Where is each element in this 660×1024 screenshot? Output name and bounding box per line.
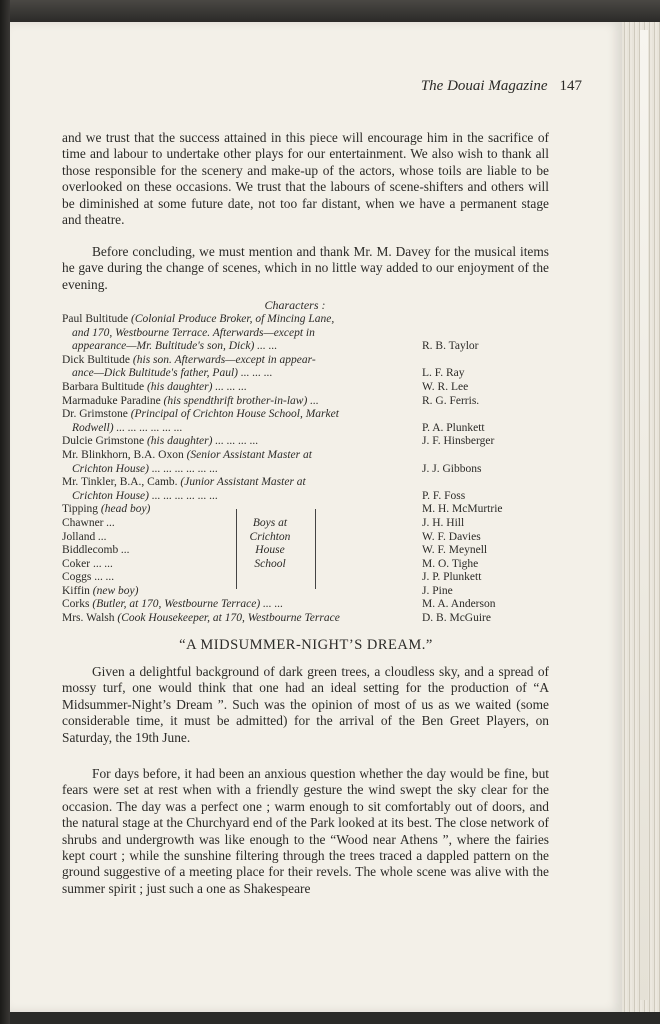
cast-role bbox=[62, 585, 138, 599]
role-name: Paul Bultitude bbox=[62, 313, 129, 325]
cast-role bbox=[72, 490, 218, 504]
cast-role bbox=[72, 367, 272, 381]
role-description: (Principal of Crichton House School, Market bbox=[130, 408, 339, 421]
role-description: (his daughter) ... ... ... bbox=[146, 380, 247, 393]
paragraph-4: For days before, it had been an anxious question whether the day would be fine, but fears were set at rest when with a friendly gesture the wind swept the sky clear for the occasion. The day was a perfect one ; warm enough to sit comfortably out of doors, and the natural stage at the Churchyard end of the Park looked at its best. The close network of shrubs and undergrowth was like enough to the “Wood near Athens ”, where the fairies kept court ; while the sunshine filtering through the trees traced a dappled pattern on the ground suggestive of a meeting place for their revels. The whole scene was alive with the summer spirit ; just such a one as Shakespeare bbox=[62, 766, 549, 896]
cast-role bbox=[62, 558, 113, 572]
role-name: Coggs ... bbox=[62, 571, 103, 584]
cast-row bbox=[62, 313, 549, 327]
role-description: (Butler, at 170, Westbourne Terrace) ... ... bbox=[92, 598, 284, 611]
cast-role bbox=[62, 531, 107, 545]
actor-name: J. Pine bbox=[422, 584, 453, 597]
cast-role bbox=[62, 544, 130, 558]
characters-heading: Characters : bbox=[264, 298, 326, 312]
cast-role bbox=[62, 571, 114, 585]
cast-row bbox=[62, 517, 549, 531]
role-name: Dick Bultitude bbox=[62, 353, 131, 366]
cast-role bbox=[62, 476, 306, 490]
cast-row bbox=[62, 367, 549, 381]
cast-role bbox=[62, 354, 316, 368]
role-description: ... bbox=[105, 571, 115, 584]
role-name: Jolland bbox=[62, 530, 96, 543]
role-description: (his son. Afterwards—except in appear- bbox=[132, 353, 316, 366]
cast-role bbox=[62, 598, 283, 612]
cast-row bbox=[62, 327, 549, 341]
actor-name: R. G. Ferris. bbox=[422, 394, 480, 407]
role-name: Kiffin bbox=[62, 584, 90, 597]
actor-name: W. F. Meynell bbox=[422, 544, 488, 557]
cast-row bbox=[62, 490, 549, 504]
cast-role bbox=[62, 517, 115, 531]
cast-role bbox=[62, 381, 247, 395]
cast-row bbox=[62, 503, 549, 517]
cast-role bbox=[62, 612, 340, 626]
role-description: (Cook Housekeeper, at 170, Westbourne Terrace bbox=[117, 612, 340, 625]
cast-role bbox=[62, 503, 150, 517]
actor-name: J. H. Hill bbox=[422, 516, 465, 529]
cast-role bbox=[62, 435, 258, 449]
cast-row bbox=[62, 422, 549, 436]
actor-name: L. F. Ray bbox=[422, 367, 465, 380]
actor-name: M. O. Tighe bbox=[422, 557, 479, 570]
cast-row bbox=[62, 544, 549, 558]
role-description: (Colonial Produce Broker, of Mincing Lane, bbox=[131, 313, 335, 325]
role-name: Barbara Bultitude bbox=[62, 380, 145, 393]
scanner-top-bar bbox=[0, 0, 660, 22]
cast-role bbox=[72, 463, 218, 477]
actor-name: P. A. Plunkett bbox=[422, 421, 485, 434]
magazine-title: The Douai Magazine bbox=[420, 78, 548, 94]
role-name: Dr. Grimstone bbox=[62, 408, 128, 421]
role-name: Mr. Blinkhorn, B.A. Oxon bbox=[62, 448, 184, 461]
cast-role bbox=[72, 340, 277, 354]
role-name: Mrs. Walsh bbox=[62, 612, 115, 625]
role-description: (new boy) bbox=[92, 584, 139, 597]
role-description: appearance—Mr. Bultitude's son, Dick) ... ... bbox=[72, 340, 278, 353]
cast-role bbox=[72, 327, 315, 341]
boys-label-line: Boys at bbox=[252, 517, 288, 529]
paragraph-2: Before concluding, we must mention and thank Mr. M. Davey for the musical items he gave during the change of scenes, which in no little way added to our enjoyment of the evening. bbox=[62, 244, 549, 292]
cast-row bbox=[62, 381, 549, 395]
actor-name: P. F. Foss bbox=[422, 489, 466, 502]
role-description: and 170, Westbourne Terrace. Afterwards—except in bbox=[72, 326, 315, 339]
cast-row bbox=[62, 598, 549, 612]
role-name: Coker ... bbox=[62, 557, 102, 570]
role-description: (his daughter) ... ... ... ... bbox=[146, 435, 259, 448]
cast-row bbox=[62, 571, 549, 585]
boys-label-line: Crichton bbox=[249, 530, 291, 543]
role-description: (his spendthrift brother-in-law) ... bbox=[163, 394, 319, 407]
book-spine bbox=[0, 0, 10, 1024]
actor-name: W. F. Davies bbox=[422, 530, 481, 543]
cast-row bbox=[62, 395, 549, 409]
role-description: Crichton House) ... ... ... ... ... ... bbox=[72, 489, 218, 502]
cast-row bbox=[62, 531, 549, 545]
role-name: Chawner bbox=[62, 516, 104, 529]
paragraph-1: and we trust that the success attained in this piece will encourage him in the sacrifice of time and labour to undertake other plays for our entertainment. We also wish to thank all those responsible for the scenery and make-up of the actors, whose toils are liable to be overlooked on these occasions. We trust that the labours of scene-shifters and others will be diminished at some future date, not too far distant, when we have a permanent stage and theatre. bbox=[62, 130, 549, 228]
boys-label-line: House bbox=[255, 544, 285, 557]
role-description: (Junior Assistant Master at bbox=[180, 476, 306, 489]
actor-name: M. A. Anderson bbox=[422, 598, 496, 611]
section-title: “A MIDSUMMER-NIGHT’S DREAM.” bbox=[179, 637, 433, 653]
cast-role bbox=[62, 408, 339, 422]
actor-name: J. J. Gibbons bbox=[422, 462, 482, 475]
role-name: Mr. Tinkler, B.A., Camb. bbox=[62, 476, 178, 489]
cast-row bbox=[62, 463, 549, 477]
cast-list bbox=[62, 313, 549, 626]
actor-name: R. B. Taylor bbox=[422, 340, 479, 353]
cast-row bbox=[62, 340, 549, 354]
role-name: Marmaduke Paradine bbox=[62, 394, 161, 407]
actor-name: J. P. Plunkett bbox=[422, 571, 482, 584]
cast-role bbox=[62, 313, 334, 327]
role-description: ance—Dick Bultitude's father, Paul) ... ... ... bbox=[72, 367, 273, 380]
role-description: ... bbox=[121, 544, 130, 557]
cast-row bbox=[62, 585, 549, 599]
role-description: Crichton House) ... ... ... ... ... ... bbox=[72, 462, 218, 475]
role-name: Tipping bbox=[62, 503, 99, 516]
cast-row bbox=[62, 408, 549, 422]
role-description: (Senior Assistant Master at bbox=[186, 448, 312, 461]
role-description: ... bbox=[106, 516, 116, 529]
boys-label-line: School bbox=[254, 557, 286, 570]
role-description: (head boy) bbox=[100, 503, 151, 516]
cast-row bbox=[62, 354, 549, 368]
cast-row bbox=[62, 449, 549, 463]
cast-role bbox=[72, 422, 183, 436]
actor-name: D. B. McGuire bbox=[422, 612, 491, 625]
paragraph-3: Given a delightful background of dark green trees, a cloudless sky, and a spread of mossy turf, one would think that one had an ideal setting for the production of “A Midsummer-Night’s Dream ”. Such was the opinion of most of us as we waited (some considerable time, it must be admitted) for the arrival of the Ben Greet Players, on Saturday, the 19th June. bbox=[62, 664, 549, 745]
actor-name: M. H. McMurtrie bbox=[422, 503, 503, 516]
actor-name: J. F. Hinsberger bbox=[422, 435, 495, 448]
cast-row bbox=[62, 476, 549, 490]
actor-name: W. R. Lee bbox=[422, 380, 469, 393]
role-name: Dulcie Grimstone bbox=[62, 435, 145, 448]
role-description: ... bbox=[104, 557, 114, 570]
role-description: Rodwell) ... ... ... ... ... ... bbox=[72, 421, 183, 434]
role-name: Biddlecomb bbox=[62, 544, 119, 557]
running-header bbox=[421, 78, 582, 95]
page-number: 147 bbox=[559, 78, 582, 94]
cast-role bbox=[62, 449, 312, 463]
page-edge-strip bbox=[640, 30, 648, 1000]
role-name: Corks bbox=[62, 598, 90, 611]
cast-role bbox=[62, 395, 319, 409]
role-description: ... bbox=[98, 530, 107, 543]
cast-row bbox=[62, 435, 549, 449]
cast-row bbox=[62, 558, 549, 572]
cast-row bbox=[62, 612, 549, 626]
